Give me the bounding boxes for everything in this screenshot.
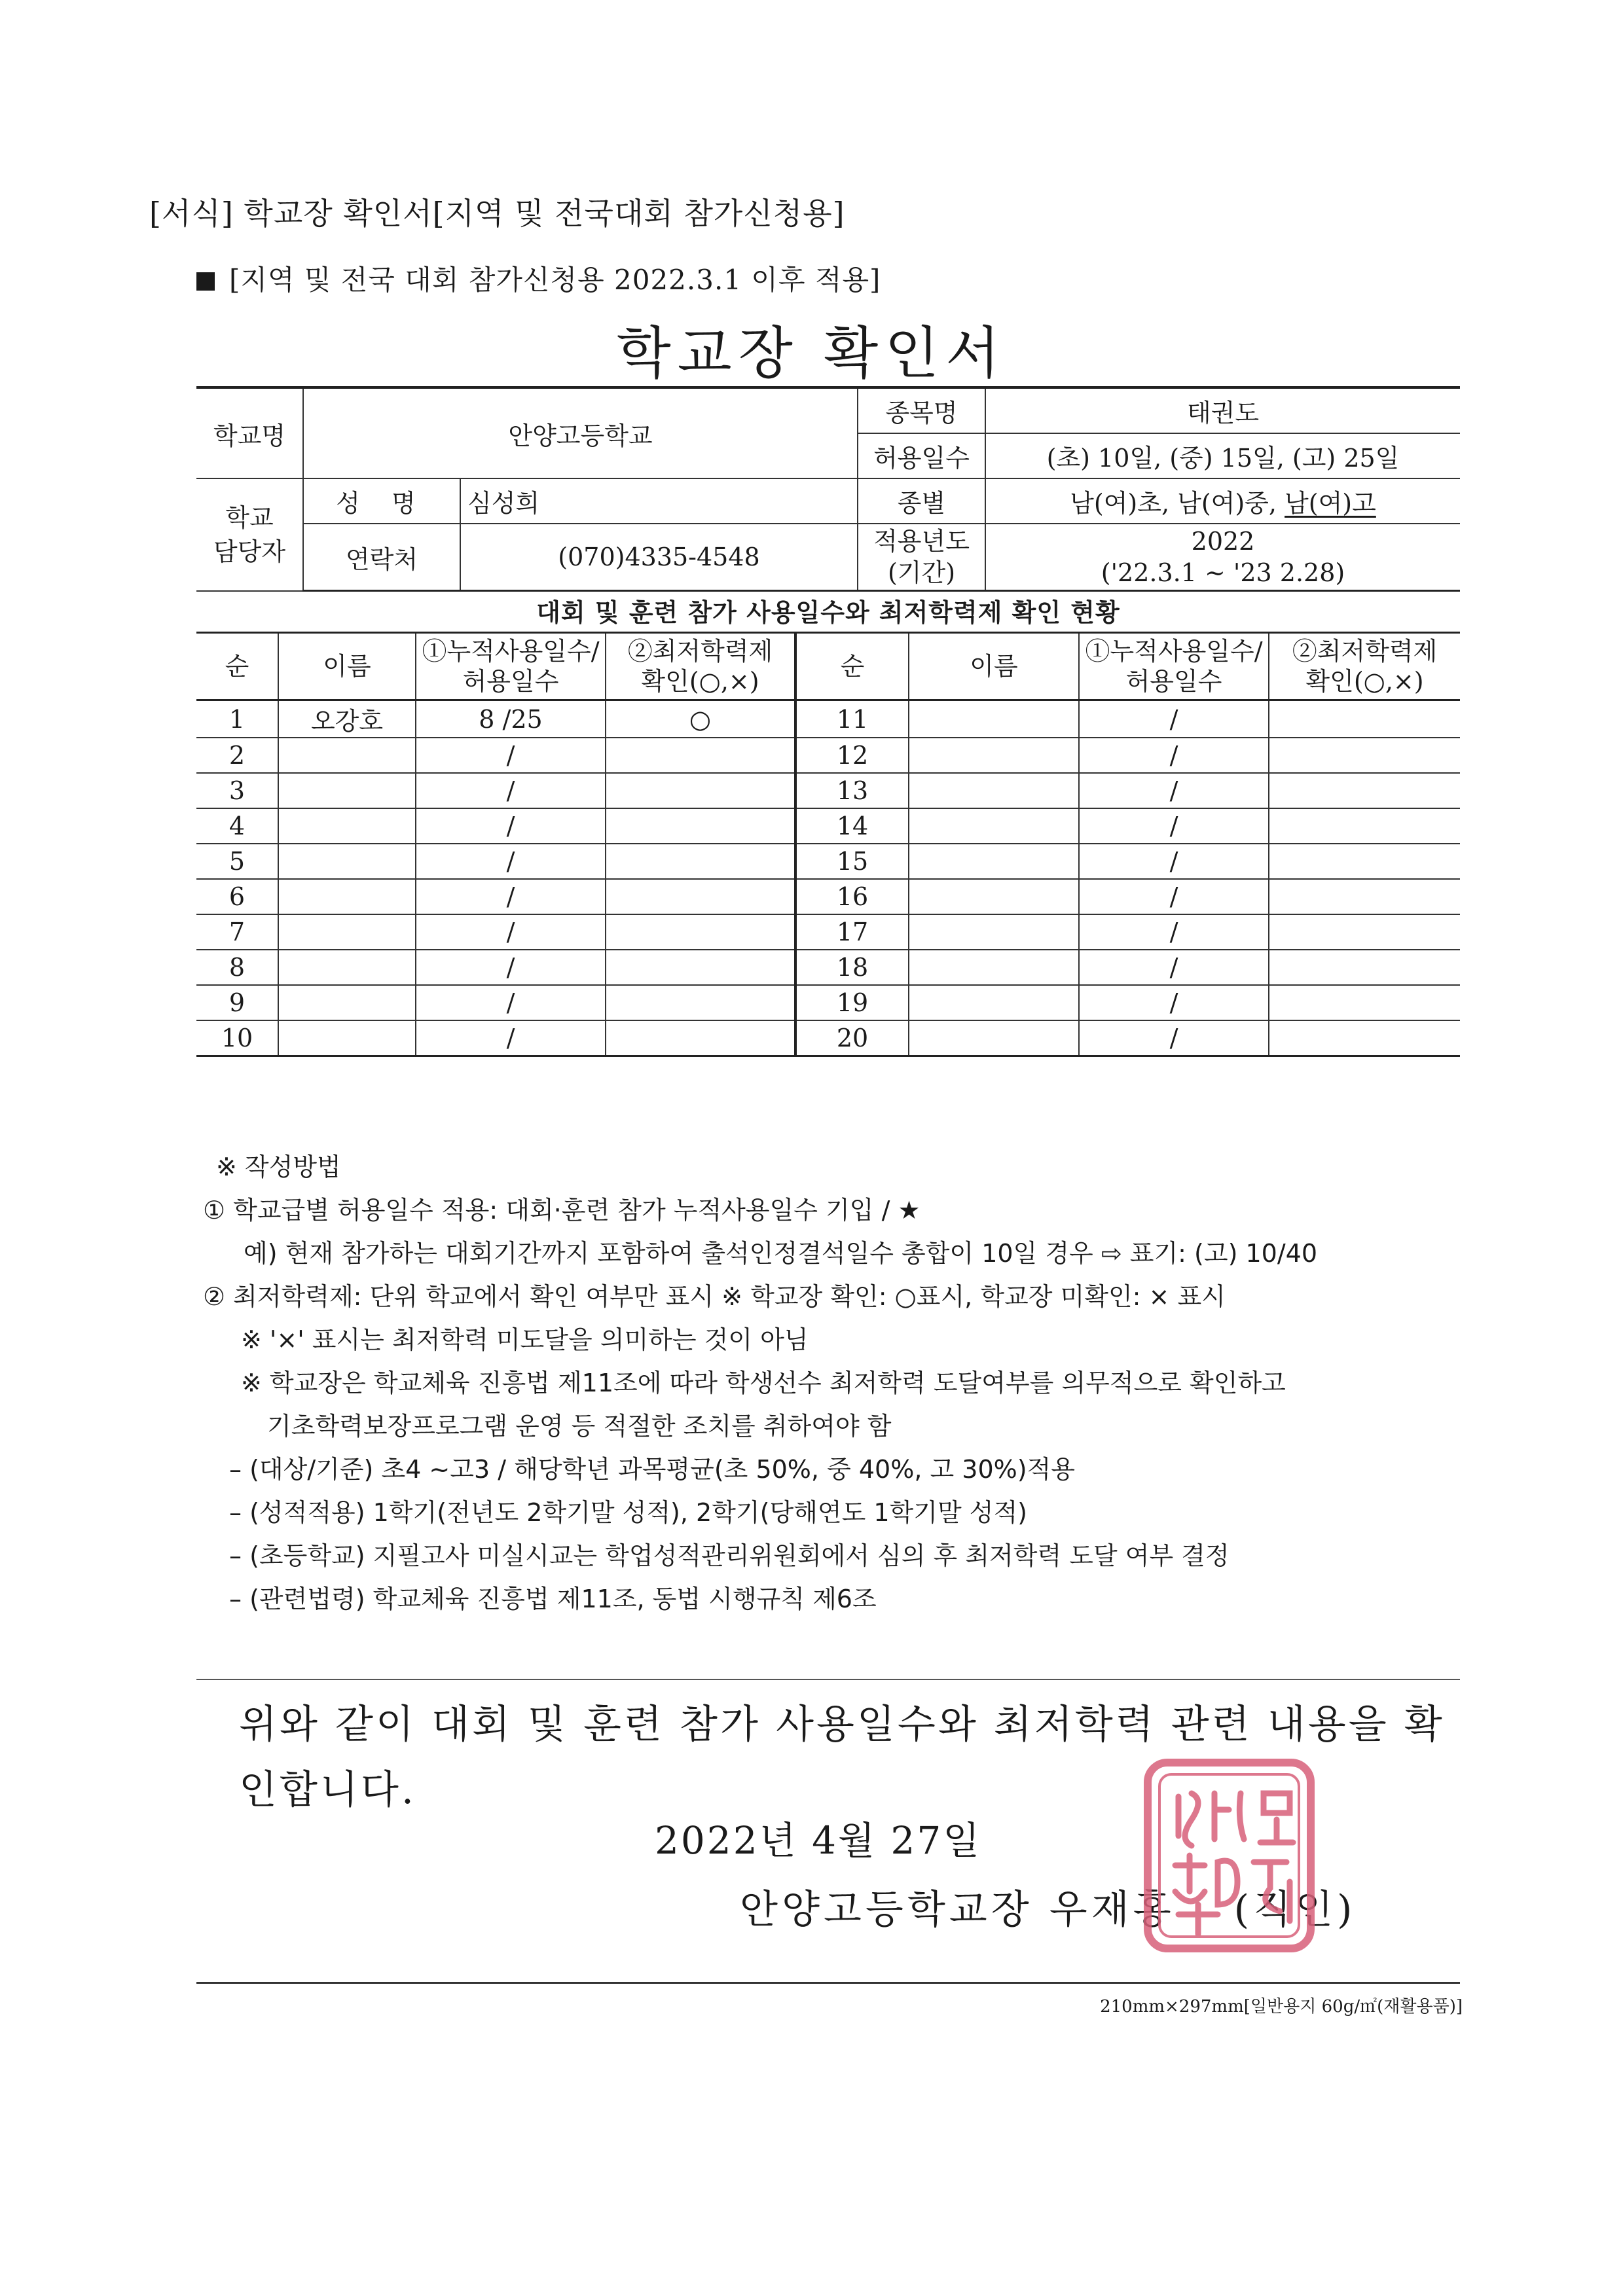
cell-check [606,808,795,844]
table-row [196,808,1460,844]
cell-name [278,808,416,844]
cell-name [278,879,416,914]
allowed-days-label: 허용일수 [858,433,985,478]
roster-table [196,632,1460,1057]
contact-label: 연락처 [303,524,460,591]
cell-name: 오강호 [278,700,416,738]
category-value [985,478,1460,524]
instruction-line: ※ 학교장은 학교체육 진흥법 제11조에 따라 학생선수 최저학력 도달여부를 의무적으로 확인하고 [241,1369,1286,1397]
issue-date: 2022년 4월 27일 [655,1818,982,1863]
cell-days: / [1079,844,1269,879]
instruction-line: – (초등학교) 지필고사 미실시교는 학업성적관리위원회에서 심의 후 최저학력 도달 여부 결정 [229,1541,1230,1570]
cell-name [909,985,1079,1020]
cell-check [1269,879,1460,914]
header-days: ①누적사용일수/ 허용일수 [416,633,606,700]
cell-check [606,773,795,808]
cell-no: 16 [795,879,909,914]
cell-check [606,950,795,985]
cell-days: / [416,808,606,844]
cell-days: / [1079,985,1269,1020]
cell-name [278,985,416,1020]
header-name: 이름 [278,633,416,700]
cell-no: 5 [196,844,278,879]
cell-no: 14 [795,808,909,844]
table-row [196,773,1460,808]
cell-days: / [416,738,606,773]
contact-value: (070)4335-4548 [460,524,858,591]
instruction-line: 기초학력보장프로그램 운영 등 적절한 조치를 취하여야 함 [267,1412,892,1441]
instructions [203,1145,1317,1621]
cell-check [1269,985,1460,1020]
sub-label-text: [지역 및 전국 대회 참가신청용 2022.3.1 이후 적용] [229,264,881,296]
sub-label [196,259,881,298]
cell-name [278,738,416,773]
cell-check [606,844,795,879]
page-title: 학교장 확인서 [616,321,1007,386]
header-name: 이름 [909,633,1079,700]
category-label: 종별 [858,478,985,524]
form-label: [서식] 학교장 확인서[지역 및 전국대회 참가신청용] [149,196,845,231]
cell-days: 8 /25 [416,700,606,738]
allowed-days-value: (초) 10일, (중) 15일, (고) 25일 [985,433,1460,478]
instruction-line: – (관련법령) 학교체육 진흥법 제11조, 동법 시행규칙 제6조 [229,1585,877,1613]
cell-name [909,808,1079,844]
cell-check [1269,700,1460,738]
cell-days: / [1079,1020,1269,1056]
divider-top [196,1679,1460,1680]
cell-no: 4 [196,808,278,844]
cell-days: / [1079,808,1269,844]
cell-name [278,844,416,879]
cell-days: / [416,914,606,950]
cell-no: 6 [196,879,278,914]
table-row [196,879,1460,914]
cell-no: 3 [196,773,278,808]
instructions-heading: ※ 작성방법 [216,1153,341,1181]
cell-check [1269,1020,1460,1056]
cell-check [1269,950,1460,985]
paper-spec-note: 210mm×297mm[일반용지 60g/㎡(재활용품)] [1100,1997,1463,2017]
cell-days: / [416,879,606,914]
cell-name [909,914,1079,950]
cell-check [606,738,795,773]
cell-no: 13 [795,773,909,808]
cell-no: 1 [196,700,278,738]
year-text: 2022 [1191,527,1255,556]
cell-check [1269,773,1460,808]
square-bullet-icon [196,272,215,291]
cell-days: / [1079,950,1269,985]
signer-name: 안양고등학교장 우재홍 [740,1887,1175,1933]
cell-check [1269,844,1460,879]
cell-check [606,1020,795,1056]
manager-name-label: 성 명 [303,478,460,524]
seal-label: (직인) [1233,1887,1357,1933]
school-name-value: 안양고등학교 [303,387,858,478]
table-row [196,700,1460,738]
instruction-line: ② 최저학력제: 단위 학교에서 확인 여부만 표시 ※ 학교장 확인: ○표시, 학교장 미확인: × 표시 [203,1282,1226,1311]
instruction-line: ① 학교급별 허용일수 적용: 대회·훈련 참가 누적사용일수 기입 / ★ [203,1196,921,1225]
cell-no: 8 [196,950,278,985]
table-row [196,844,1460,879]
instruction-line: – (대상/기준) 초4 ~고3 / 해당학년 과목평균(초 50%, 중 40%, 고 30%)적용 [229,1455,1075,1484]
period-text: ('22.3.1 ~ '23 2.28) [1101,558,1345,587]
school-name-label: 학교명 [196,387,303,478]
cell-check: ○ [606,700,795,738]
category-options: 남(여)초, 남(여)중, [1070,489,1285,518]
cell-name [278,950,416,985]
instruction-line: 예) 현재 참가하는 대회기간까지 포함하여 출석인정결석일수 총합이 10일 경우 ⇨ 표기: (고) 10/40 [244,1239,1318,1268]
sport-value: 태권도 [985,387,1460,433]
header-days: ①누적사용일수/ 허용일수 [1079,633,1269,700]
header-no: 순 [795,633,909,700]
cell-days: / [1079,773,1269,808]
cell-no: 15 [795,844,909,879]
table-row [196,914,1460,950]
table-row [196,738,1460,773]
header-no: 순 [196,633,278,700]
cell-name [909,700,1079,738]
manager-name-value: 심성희 [460,478,858,524]
cell-name [278,773,416,808]
table-row [196,1020,1460,1056]
school-info-table [196,386,1460,592]
cell-check [1269,808,1460,844]
cell-days: / [1079,879,1269,914]
year-value [985,524,1460,591]
cell-name [909,950,1079,985]
cell-check [1269,914,1460,950]
cell-no: 12 [795,738,909,773]
manager-label: 학교 담당자 [196,478,303,591]
cell-name [278,914,416,950]
cell-check [606,985,795,1020]
cell-no: 11 [795,700,909,738]
cell-no: 17 [795,914,909,950]
official-seal-stamp [1142,1757,1316,1954]
cell-days: / [416,950,606,985]
cell-days: / [416,844,606,879]
cell-check [606,914,795,950]
category-selected: 남(여)고 [1285,489,1376,518]
divider-bottom [196,1982,1460,1984]
cell-days: / [1079,738,1269,773]
cell-name [278,1020,416,1056]
instruction-line: – (성적적용) 1학기(전년도 2학기말 성적), 2학기(당해연도 1학기말 성적) [229,1498,1027,1527]
roster-title: 대회 및 훈련 참가 사용일수와 최저학력제 확인 현황 [536,598,1120,627]
cell-no: 10 [196,1020,278,1056]
cell-no: 18 [795,950,909,985]
sport-label: 종목명 [858,387,985,433]
table-row [196,950,1460,985]
cell-no: 7 [196,914,278,950]
header-check: ②최저학력제 확인(○,×) [1269,633,1460,700]
cell-check [1269,738,1460,773]
cell-days: / [416,1020,606,1056]
cell-no: 9 [196,985,278,1020]
cell-name [909,879,1079,914]
cell-name [909,1020,1079,1056]
cell-no: 19 [795,985,909,1020]
cell-name [909,738,1079,773]
cell-days: / [416,773,606,808]
cell-days: / [1079,914,1269,950]
table-row [196,985,1460,1020]
header-check: ②최저학력제 확인(○,×) [606,633,795,700]
cell-no: 2 [196,738,278,773]
cell-days: / [416,985,606,1020]
cell-days: / [1079,700,1269,738]
instruction-line: ※ '×' 표시는 최저학력 미도달을 의미하는 것이 아님 [241,1325,809,1354]
year-label: 적용년도 (기간) [858,524,985,591]
cell-check [606,879,795,914]
cell-no: 20 [795,1020,909,1056]
cell-name [909,844,1079,879]
cell-name [909,773,1079,808]
confirm-statement: 위와 같이 대회 및 훈련 참가 사용일수와 최저학력 관련 내용을 확인합니다. [239,1702,1445,1813]
